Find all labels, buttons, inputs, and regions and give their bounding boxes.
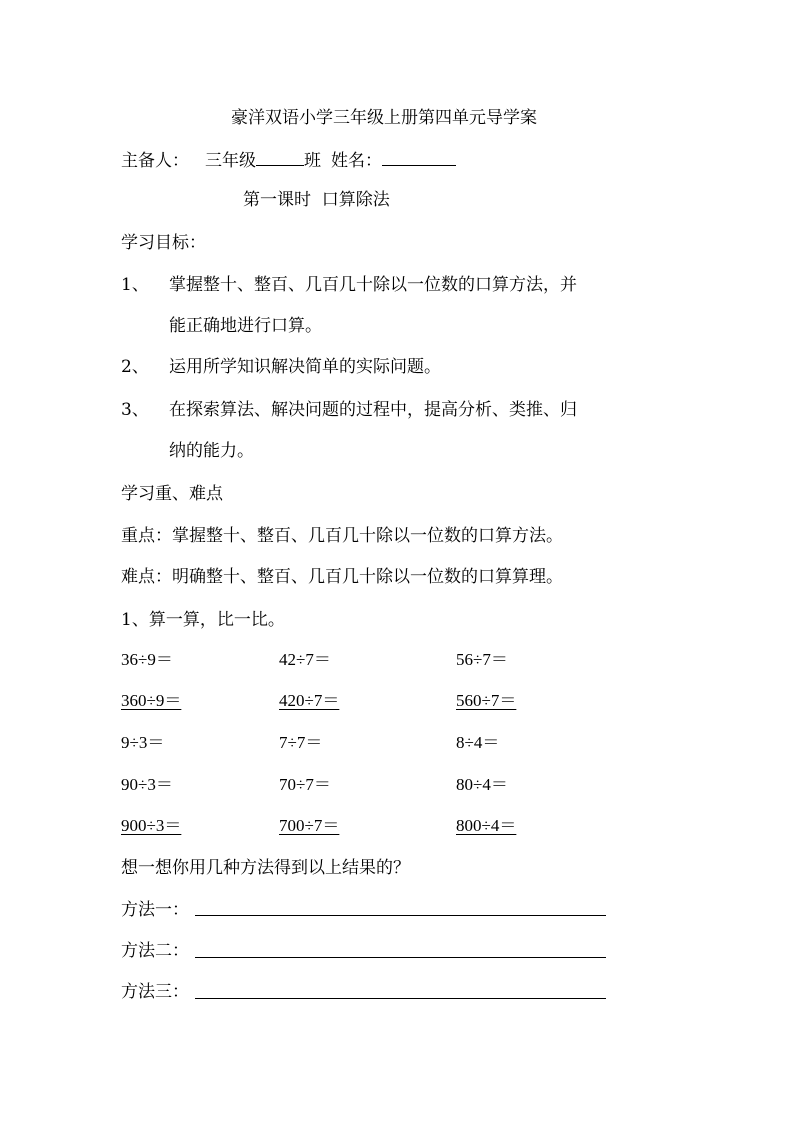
goal-text: 能正确地进行口算。 bbox=[169, 316, 322, 336]
preparer-line bbox=[121, 150, 456, 171]
calc-item: 56÷7＝ bbox=[456, 650, 508, 669]
answer-line[interactable] bbox=[195, 957, 606, 958]
calc-item: 90÷3＝ bbox=[121, 775, 173, 794]
calc-item: 36÷9＝ bbox=[121, 650, 173, 669]
calc-item: 9÷3＝ bbox=[121, 733, 165, 752]
calc-item: 560÷7＝ bbox=[456, 691, 517, 710]
calc-item: 42÷7＝ bbox=[279, 650, 331, 669]
calc-item: 70÷7＝ bbox=[279, 775, 331, 794]
calc-item: 80÷4＝ bbox=[456, 775, 508, 794]
goal-text: 掌握整十、整百、几百几十除以一位数的口算方法，并 bbox=[169, 275, 577, 295]
calc-item: 700÷7＝ bbox=[279, 816, 340, 835]
method-label: 方法二： bbox=[121, 941, 189, 961]
key-points-heading: 学习重、难点 bbox=[121, 484, 223, 504]
preparer-label: 主备人： bbox=[121, 151, 189, 171]
goal-text: 运用所学知识解决简单的实际问题。 bbox=[169, 357, 441, 377]
answer-line[interactable] bbox=[195, 998, 606, 999]
reflection-question: 想一想你用几种方法得到以上结果的？ bbox=[121, 858, 410, 878]
method-label: 方法三： bbox=[121, 982, 189, 1002]
name-label: 姓名： bbox=[331, 151, 382, 171]
grade-label: 三年级 bbox=[205, 151, 256, 171]
goals-heading: 学习目标： bbox=[121, 233, 206, 253]
lesson-heading: 第一课时 口算除法 bbox=[243, 190, 390, 210]
name-blank bbox=[382, 150, 456, 166]
document-title: 豪洋双语小学三年级上册第四单元导学案 bbox=[231, 108, 537, 128]
goal-number: 1、 bbox=[121, 275, 149, 295]
goal-number: 2、 bbox=[121, 357, 149, 377]
class-blank bbox=[256, 150, 304, 166]
method-label: 方法一： bbox=[121, 900, 189, 920]
calc-item: 7÷7＝ bbox=[279, 733, 323, 752]
calc-item: 420÷7＝ bbox=[279, 691, 340, 710]
goal-text: 纳的能力。 bbox=[169, 441, 254, 461]
exercise-title: 1、算一算，比一比。 bbox=[121, 610, 285, 630]
class-label: 班 bbox=[304, 151, 321, 171]
calc-item: 900÷3＝ bbox=[121, 816, 182, 835]
answer-line[interactable] bbox=[195, 915, 606, 916]
calc-item: 8÷4＝ bbox=[456, 733, 500, 752]
goal-text: 在探索算法、解决问题的过程中，提高分析、类推、归 bbox=[169, 400, 577, 420]
goal-number: 3、 bbox=[121, 400, 149, 420]
calc-item: 800÷4＝ bbox=[456, 816, 517, 835]
calc-item: 360÷9＝ bbox=[121, 691, 182, 710]
key-point: 重点：掌握整十、整百、几百几十除以一位数的口算方法。 bbox=[121, 526, 563, 546]
difficult-point: 难点：明确整十、整百、几百几十除以一位数的口算算理。 bbox=[121, 567, 563, 587]
